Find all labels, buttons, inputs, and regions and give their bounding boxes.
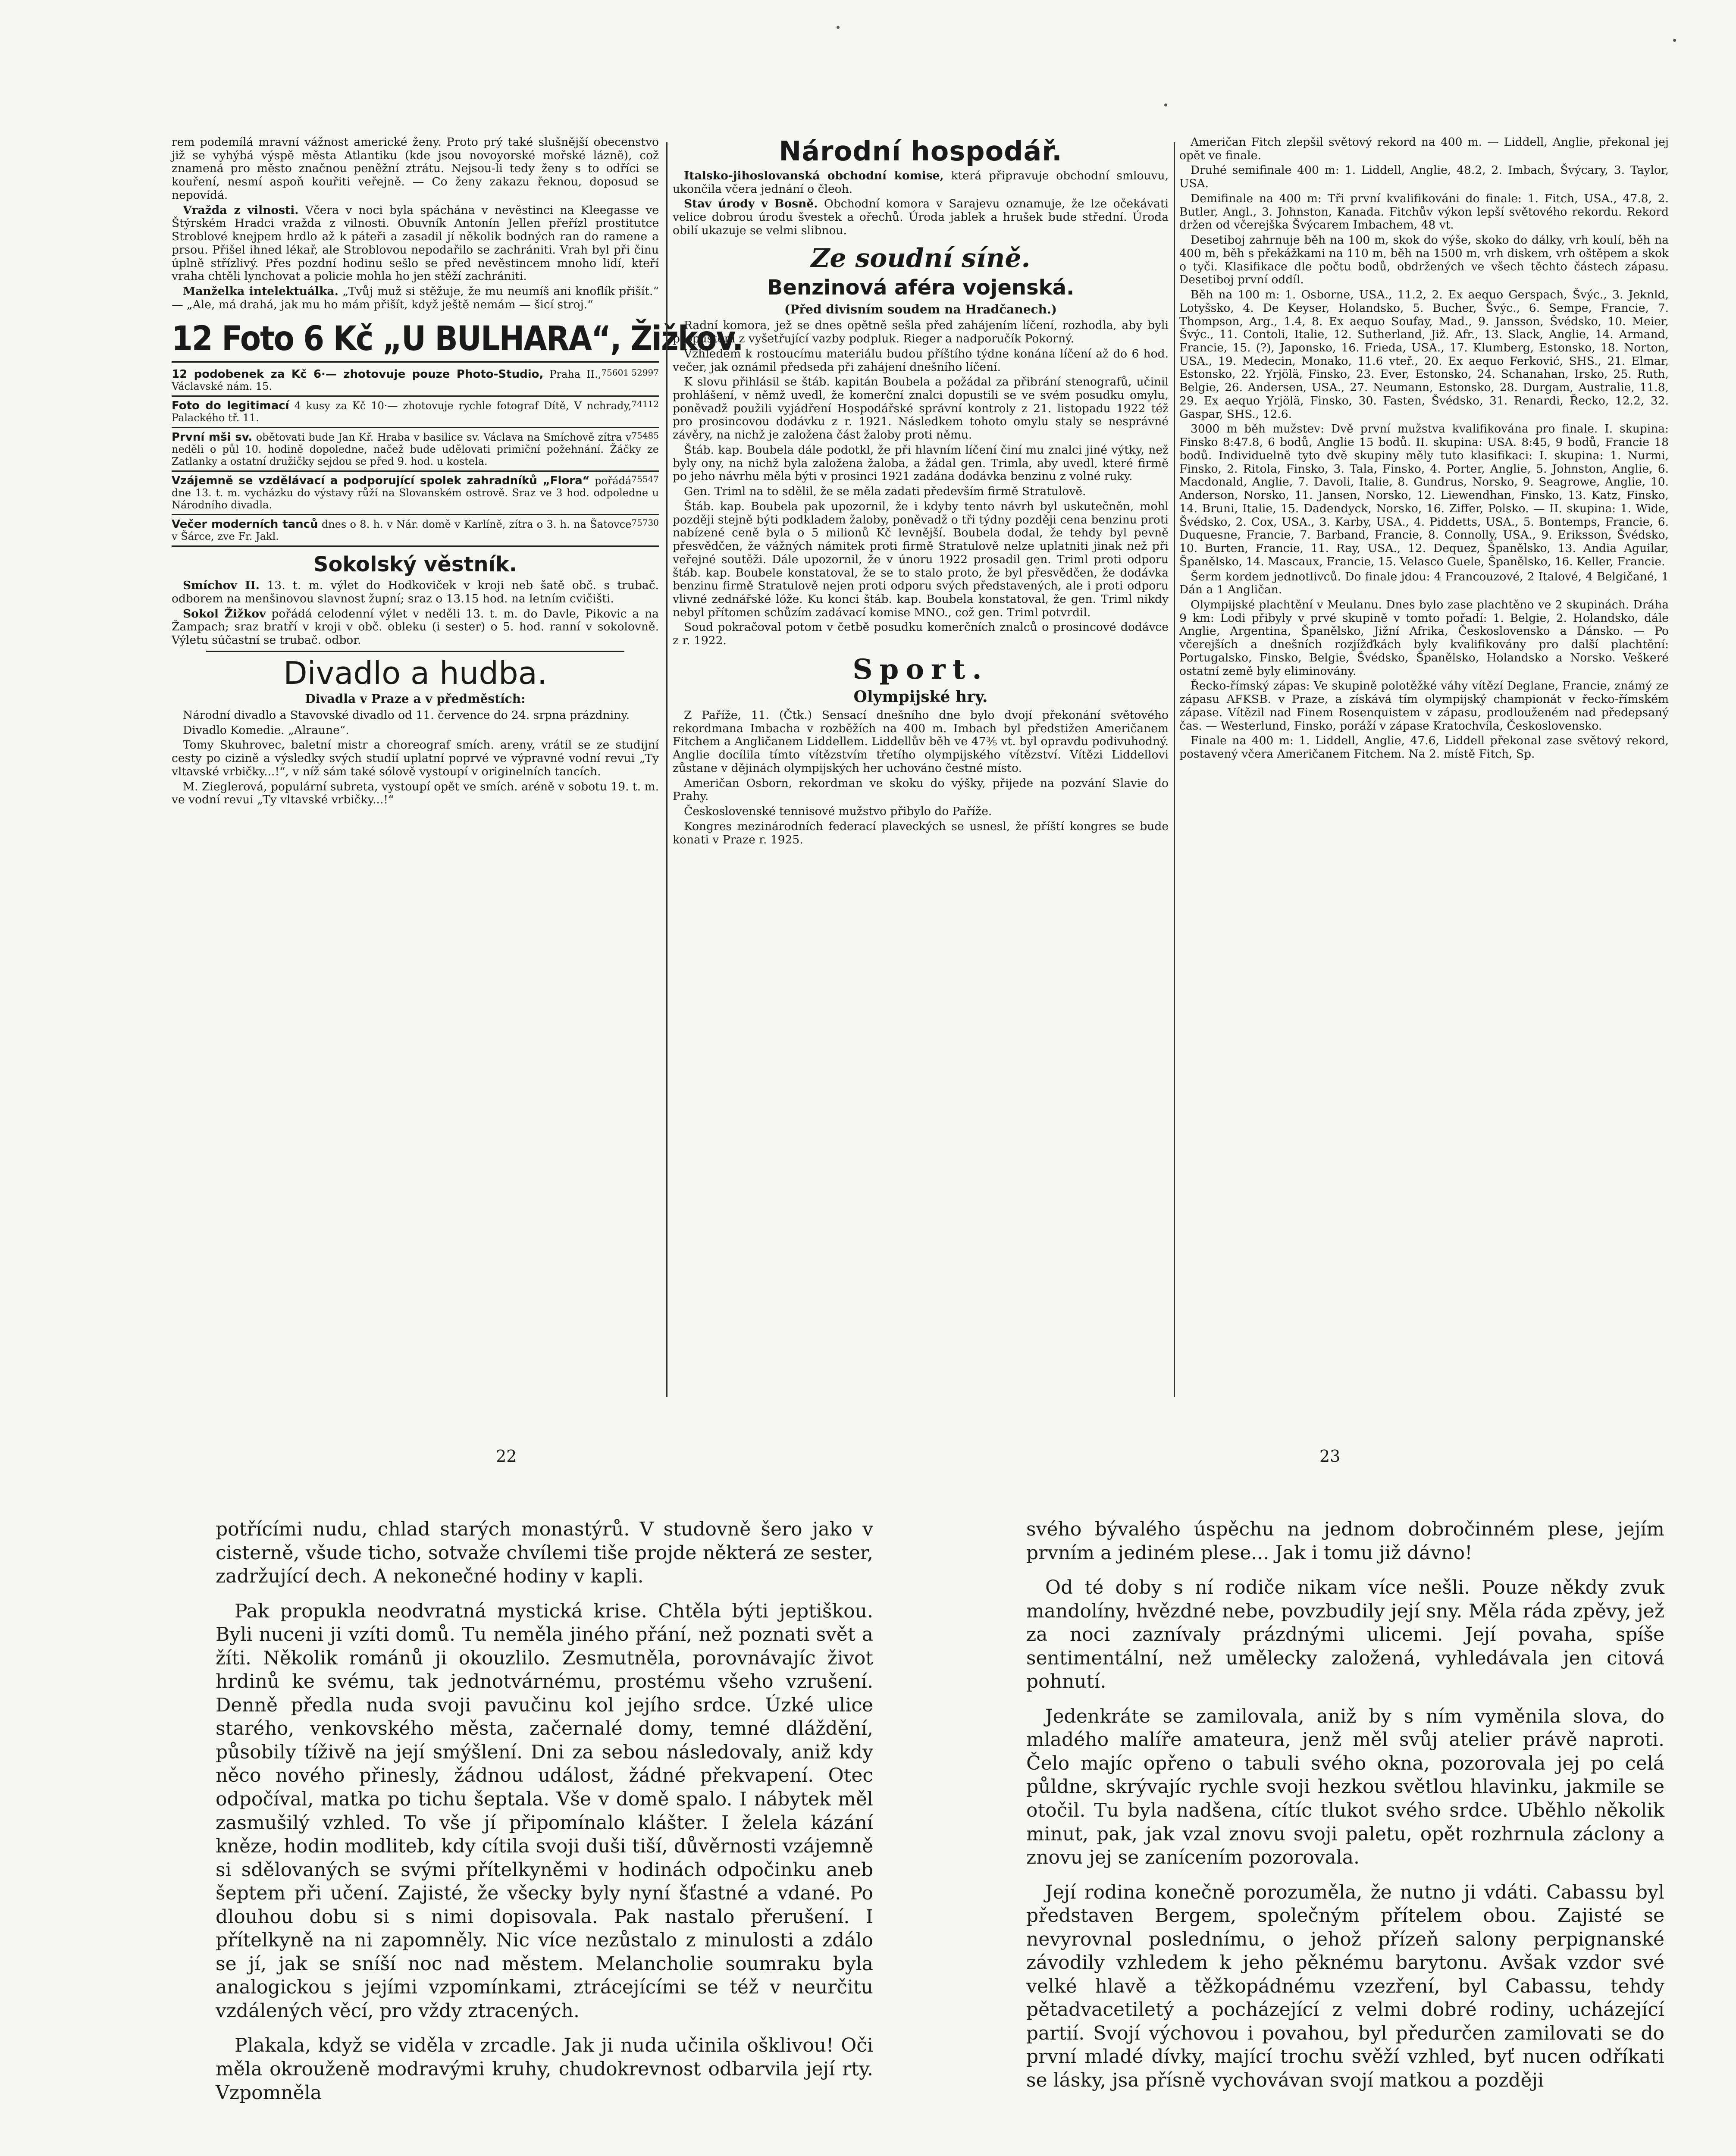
court-paragraph: K slovu přihlásil se štáb. kapitán Boubela a požádal za přibrání stenografů, učinil prohlášení, v němž uvedl, že komerční znalci dopustili se ve svém posudku omylu, poněvadž použili vyjádření Hospodářské správní kontroly z 21. listopadu 1922 též pro prosincovou dodávku z r. 1921. Následkem tohoto omylu staly se nesprávné závěry, na nichž je založena část žaloby proti němu.	[673, 375, 1169, 442]
right-newspaper-column	[1179, 136, 1669, 1412]
book-paragraph: Plakala, když se viděla v zrcadle. Jak ji nuda učinila ošklivou! Oči měla okrouženě modravými kruhy, chudokrevnost odbarvila její rty. Vzpomněla	[216, 2034, 873, 2104]
classified-ad: 75601 52997 12 podobenek za Kč 6·— zhotovuje pouze Photo-Studio, Praha II., Václavské nám. 15.	[172, 365, 659, 397]
court-subheading: Benzinová aféra vojenská.	[767, 276, 1075, 300]
sokol-heading: Sokolský věstník.	[313, 552, 517, 577]
results-paragraph: Řecko-římský zápas: Ve skupině polotěžké váhy vítězí Deglane, Francie, známý ze zápasu AFKSB. v Praze, a získává tím olympijský championát v řecko-římském zápase. Vítězil nad Finem Rosenquistem v zápasu, prodlouženém nad předepsaný čas. — Westerlund, Finsko, poráží v zápase Kratochvíla, Československo.	[1179, 679, 1669, 733]
court-paragraph: Štáb. kap. Boubela pak upozornil, že i kdyby tento návrh byl uskutečněn, mohl později stejně býti podkladem žaloby, poněvadž o tři týdny později cena benzinu proti nabízené ceně byla o 5 milionů Kč levnější. Boubela dodal, že tehdy byl pevně přesvědčen, že vážných námitek proti firmě Stratulově nelze uplatniti jinak než při veřejné soutěži. Dále upozornil, že v únoru 1922 prosadil gen. Triml proti odporu štáb. kap. Boubele konstatoval, že se to stalo proto, že byl přesvědčen, že dodávka benzinu firmě Stratulově nejen proti odporu svých představených, ale i proti odporu vlivné zednářské lóže. Ku konci štáb. kap. Boubela konstatoval, že gen. Triml nikdy nebyl přítomen schůzím zadávací komise MNO., což gen. Triml potvrdil.	[673, 499, 1169, 619]
book-paragraph: potřícími nudu, chlad starých monastýrů. V studovně šero jako v cisterně, všude ticho, sotvaže chvílemi tiše projde některá ze sester, zadržující dech. A nekonečné hodiny v kapli.	[216, 1518, 873, 1588]
left-newspaper-column	[172, 135, 743, 1412]
column-divider	[666, 142, 667, 1397]
murder-article	[172, 204, 659, 283]
results-paragraph: Demifinale na 400 m: Tři první kvalifikováni do finale: 1. Fitch, USA., 47.8, 2. Butler, Angl., 3. Johnston, Kanada. Fitchův výkon lepší světového rekordu. Rekord držen od včerejška Švýcarem Imbachem, 48 vt.	[1179, 191, 1669, 232]
theatre-item: M. Zieglerová, populární subreta, vystoupí opět ve smích. aréně v sobotu 19. t. m. ve vodní revui „Ty vltavské vrbičky...!“	[172, 780, 659, 807]
results-paragraph: Finale na 400 m: 1. Liddell, Anglie, 47.6, Liddell překonal zase světový rekord, postavený včera Američanem Fitchem. Na 2. místě Fitch, Sp.	[1179, 734, 1669, 761]
economy-item: Stav úrody v Bosně. Obchodní komora v Sarajevu oznamuje, že lze očekávati velice dobrou úrodu švestek a ořechů. Úroda jablek a hrušek bude střední. Úroda obilí ukazuje se velmi slibnou.	[673, 197, 1169, 237]
results-paragraph: Šerm kordem jednotlivců. Do finale jdou: 4 Francouzové, 2 Italové, 4 Belgičané, 1 Dán a 1 Angličan.	[1179, 570, 1669, 597]
sport-paragraph: Američan Osborn, rekordman ve skoku do výšky, přijede na pozvání Slavie do Prahy.	[673, 776, 1169, 803]
classified-ad: 75730 Večer moderních tanců dnes o 8. h. v Nár. domě v Karlíně, zítra o 3. h. na Šatovce v Šárce, zve Fr. Jakl.	[172, 515, 659, 547]
divider	[206, 651, 624, 652]
wife-body: „Tvůj muž si stěžuje, že mu neumíš ani knoflík přišít.“ — „Ale, má drahá, jak mu ho mám přišít, když ještě nemám — šicí stroj.“	[172, 285, 659, 311]
scan-speck	[1673, 39, 1676, 42]
theatre-subheading: Divadla v Praze a v předměstích:	[305, 692, 526, 706]
page-number-left: 22	[496, 1447, 517, 1466]
court-paragraph: Gen. Triml na to sdělil, že se měla zadati především firmě Stratulově.	[684, 485, 1086, 498]
book-paragraph: Od té doby s ní rodiče nikam více nešli. Pouze někdy zvuk mandolíny, hvězdné nebe, povzbudily její sny. Měla ráda zpěvy, jež za noci zaznívaly prázdnými ulicemi. Její povaha, spíše sentimentální, než umělecky založená, vyhledávala jen citová pohnutí.	[1026, 1576, 1664, 1693]
sokol-item: Smíchov II. 13. t. m. výlet do Hodkoviček v kroji neb šatě obč. s trubač. odborem na menšinovou slavnost župní; sraz o 13.15 hod. na letním cvičišti.	[172, 579, 659, 605]
economy-item: Italsko-jihoslovanská obchodní komise, která připravuje obchodní smlouvu, ukončila včera jednání o čleoh.	[673, 169, 1169, 196]
scan-speck	[837, 26, 840, 29]
book-paragraph: Jedenkráte se zamilovala, aniž by s ním vyměnila slova, do mladého malíře amateura, jenž měl svůj atelier právě naproti. Čelo majíc opřeno o tabuli svého okna, pozorovala jej po celá půldne, skrývajíc rychle svoji hezkou světlou hlavinku, jakmile se otočil. Tu byla nadšena, cítíc tlukot svého srdce. Uběhlo několik minut, pak, jak vzal znovu svoji paletu, opět rozhrnula záclony a znovu jej se zanícením pozorovala.	[1026, 1705, 1664, 1869]
court-paragraph: Vzhledem k rostoucímu materiálu budou příštího týdne konána líčení až do 6 hod. večer, jak oznámil předseda při zahájení dnešního líčení.	[673, 347, 1169, 374]
classified-ad: 75485 První mši sv. obětovati bude Jan Kř. Hraba v basilice sv. Václava na Smíchově zítra v neděli o půl 10. hodině dopoledne, načež bude udělovati primiční požehnání. Žáčky ze Zatlanky a ostatní družičky sejdou se před 9. hod. u kostela.	[172, 428, 659, 472]
theatre-item: Divadlo Komedie. „Alraune“.	[183, 723, 349, 737]
photo-studio-ad-headline: 12 Foto 6 Kč „U BULHARA“, Žižkov.	[172, 320, 659, 363]
column-divider	[1174, 142, 1175, 1397]
sokol-item: Sokol Žižkov pořádá celodenní výlet v neděli 13. t. m. do Davle, Pikovic a na Žampach; sraz bratří v kroji v obč. obleku (i sester) o 5. hod. ranní v sokolovně. Výletu súčastní se trubač. odbor.	[172, 607, 659, 647]
court-paragraph: Radní komora, jež se dnes opětně sešla před zahájením líčení, rozhodla, aby byli propuštěni z vyšetřující vazby podpluk. Rieger a nadporučík Pokorný.	[673, 319, 1169, 346]
results-paragraph: Běh na 100 m: 1. Osborne, USA., 11.2, 2. Ex aequo Gerspach, Švýc., 3. Jeknld, Lotyšsko, 4. De Keyser, Holandsko, 5. Bucher, Švýc., 6. Sempe, Francie, 7. Thompson, Arg., 1.4, 8. Ex aequo Soufay, Mad., 9. Jansson, Švédsko, 10. Meier, Švýc., 11. Contoli, Italie, 12. Sutherland, Již. Afr., 13. Slack, Anglie, 14. Armand, Francie, 15. (?), Japonsko, 16. Frieda, USA., 17. Klumberg, Estonsko, 18. Norton, USA., 19. Medecin, Monako, 11.6 vteř., 20. Ex aequo Ferković, SHS., 21. Elmar, Estonsko, 22. Yrjölä, Finsko, 23. Ever, Estonsko, 24. Schanahan, Irsko, 25. Ruth, Belgie, 26. Andersen, USA., 27. Neumann, Estonsko, 28. Durgam, Australie, 11.8, 29. Ex aequo Yrjölä, Finsko, 30. Fasten, Švédsko, 31. Renardi, Řecko, 12.2, 32. Gaspar, SHS., 12.6.	[1179, 288, 1669, 421]
sport-subheading: Olympijské hry.	[853, 688, 988, 706]
book-paragraph: svého bývalého úspěchu na jednom dobročinném plese, jejím prvním a jediném plese... Jak i tomu již dávno!	[1026, 1518, 1664, 1564]
court-paragraph: Soud pokračoval potom v četbě posudku komerčních znalců o prosincové dodávce z r. 1922.	[673, 620, 1169, 648]
scan-speck	[1164, 103, 1167, 107]
book-paragraph: Pak propukla neodvratná mystická krise. Chtěla býti jeptiškou. Byli nuceni ji vzíti domů. Tu neměla jiného přání, než poznati svět a žíti. Několik románů ji okouzlilo. Zesmutněla, porovnávajíc život hrdinů ke svému, tak jednotvárnému, prostému všeho vzrušení. Denně předla nuda svoji pavučinu kol jejího srdce. Úzké ulice starého, venkovského města, začernalé domy, temné dláždění, působily tíživě na její smýšlení. Dni za sebou následovaly, aniž kdy něco nového přinesly, žádnou událost, žádné překvapení. Otec odpočíval, matka po tichu šeptala. Vše v domě spalo. I nábytek měl zasmušilý vzhled. To vše jí připomínalo klášter. I želela kázání kněze, hodin modliteb, kdy cítila svoji duši tiší, důvěrnosti vzájemně si sdělovaných se svými přítelkyněmi v hodinách odpočinku aneb šeptem při učení. Zajisté, že všecky byly nyní šťastné a vdané. Po dlouhou dobu si s nimi dopisovala. Pak nastalo přerušení. I přítelkyně na ni zapomněly. Nic více nezůstalo z minulosti a zdálo se jí, jak se sníší noc nad městem. Melancholie soumraku byla analogickou s jejími vzpomínkami, ztrácejícími se též v neurčitu vzdálených věcí, pro vždy ztracených.	[216, 1600, 873, 2022]
results-paragraph: Druhé semifinale 400 m: 1. Liddell, Anglie, 48.2, 2. Imbach, Švýcary, 3. Taylor, USA.	[1179, 163, 1669, 191]
intro-paragraph: rem podemílá mravní vážnost americké ženy. Proto prý také slušnější obecenstvo již se vyhýbá výspě města Atlantiku (kde jsou novoyorské mořské lázně), což znamená pro město značnou peněžní ztrátu. Nejsou-li tedy ženy s to odříci se kouření, nesmí aspoň kouřiti veřejně. — Co ženy zakazu řeknou, doposud se nepovídá.	[172, 135, 659, 202]
book-page-left	[216, 1518, 873, 2156]
theatre-heading: Divadlo a hudba.	[283, 655, 547, 691]
book-page-right	[1026, 1518, 1664, 2156]
wife-title: Manželka intelektuálka.	[183, 285, 338, 298]
murder-title: Vražda z vilnosti.	[183, 203, 299, 217]
theatre-item: Tomy Skuhrovec, baletní mistr a choreograf smích. areny, vrátil se ze studijní cesty po cizině a výsledky svých studií uplatní poprvé ve výpravné vodní revui „Ty vltavské vrbičky...!“, v níž sám také sólově vystoupí v originelních tancích.	[172, 738, 659, 778]
wife-article	[172, 285, 659, 311]
sport-heading: Sport.	[852, 653, 989, 686]
classified-ad: 74112 Foto do legitimací 4 kusy za Kč 10·— zhotovuje rychle fotograf Dítě, V nchrady, Palackého tř. 11.	[172, 397, 659, 428]
court-note: (Před divisním soudem na Hradčanech.)	[784, 302, 1057, 317]
book-paragraph: Její rodina konečně porozuměla, že nutno ji vdáti. Cabassu byl představen Bergem, společným přítelem obou. Zajisté se nevyrovnal poslednímu, o jehož přízeň salony perpignanské závodily vzhledem k jeho pěknému barytonu. Avšak vzdor své velké hlavě a těžkopádnému vzezření, byl Cabassu, tehdy pětadvacetiletý a pocházející z velmi dobré rodiny, ucházející partií. Svojí výchovou i povahou, byl předurčen zamilovati se do první mladé dívky, mající trochu svěží vzhled, byť nucen odříkati se lásky, jsa přísně vychovávan svojí matkou a později	[1026, 1881, 1664, 2092]
classified-ad: 75547 Vzájemně se vzdělávací a podporující spolek zahradníků „Flora“ pořádá dne 13. t. m. vycházku do výstavy růží na Slovanském ostrově. Sraz ve 3 hod. odpoledne u Národního divadla.	[172, 472, 659, 515]
sport-paragraph: Z Paříže, 11. (Čtk.) Sensací dnešního dne bylo dvojí překonání světového rekordmana Imbacha v rozběžích na 400 m. Imbach byl předstižen Američanem Fitchem a Angličanem Liddellem. Liddellův běh ve 47⅗ vt. byl opravdu podivuhodný. Anglie docílila tímto vítězstvím třetího olympijského vítězství. Vítězi Liddellovi zůstane v dějinách olympijských her uchováno čestné místo.	[673, 708, 1169, 775]
sport-paragraph: Kongres mezinárodních federací plaveckých se usnesl, že příští kongres se bude konati v Praze r. 1925.	[673, 819, 1169, 846]
results-paragraph: 3000 m běh mužstev: Dvě první mužstva kvalifikována pro finale. I. skupina: Finsko 8:47.8, 6 bodů, Anglie 15 bodů. II. skupina: USA. 8:45, 9 bodů, Francie 18 bodů. Individuelně tyto dvě skupiny měly tuto klasifikaci: I. skupina: 1. Nurmi, Finsko, 2. Ritola, Finsko, 3. Tala, Finsko, 4. Porter, Anglie, 5. Johnston, Anglie, 6. Macdonald, Anglie, 7. Davoli, Italie, 8. Gundrus, Norsko, 9. Seagrowe, Anglie, 10. Anderson, Norsko, 11. Jansen, Norsko, 12. Liewendhan, Finsko, 13. Katz, Finsko, 14. Bruni, Italie, 15. Dadendyck, Norsko, 16. Ziffer, Polsko. — II. skupina: 1. Wide, Švédsko, 2. Cox, USA., 3. Karby, USA., 4. Piddetts, USA., 5. Bontemps, Francie, 6. Duquesne, Francie, 7. Barband, Francie, 8. Connolly, USA., 9. Eriksson, Švédsko, 10. Burten, Francie, 11. Ray, USA., 12. Dequez, Španělsko, 13. Andia Aguilar, Španělsko, 14. Mascaux, Francie, 15. Velasco Guele, Španělsko, 16. Keller, Francie.	[1179, 422, 1669, 568]
theatre-item: Národní divadlo a Stavovské divadlo od 11. července do 24. srpna prázdniny.	[183, 708, 630, 722]
page-number-right: 23	[1319, 1447, 1341, 1466]
economy-heading: Národní hospodář.	[779, 135, 1062, 167]
results-paragraph: Američan Fitch zlepšil světový rekord na 400 m. — Liddell, Anglie, překonal jej opět ve finale.	[1179, 135, 1669, 162]
sport-paragraph: Československé tennisové mužstvo přibylo do Paříže.	[684, 805, 992, 818]
murder-body: Včera v noci byla spáchána v nevěstinci na Kleegasse ve Štýrském Hradci vražda z vilnosti. Obuvník Antonín Jellen přeřízl prostitutce Stroblové knejpem hrdlo až k páteři a zasadil jí několik bodných ran do ramene a prsou. Přišel ihned lékař, ale Stroblovou nepodařilo se zachrániti. Vrah byl při činu úplně střízlivý. Přes pozdní hodinu sešlo se před nevěstincem mnoho lidí, kteří vraha chtěli lynchovat a policie mohla ho jen stěží zachrániti.	[172, 203, 659, 283]
court-paragraph: Štáb. kap. Boubela dále podotkl, že při hlavním líčení činí mu znalci jiné výtky, než byly ony, na nichž byla založena žaloba, a žádal gen. Trimla, aby uvedl, které firmě po jeho návrhu měla býti v prosinci 1921 zadána dodávka benzinu z volné ruky.	[673, 443, 1169, 483]
middle-newspaper-column	[673, 136, 1169, 1412]
results-paragraph: Desetiboj zahrnuje běh na 100 m, skok do výše, skoko do dálky, vrh koulí, běh na 400 m, běh s překážkami na 110 m, běh na 1500 m, vrh diskem, vrh oštěpem a skok o tyči. Klasifikace dle počtu bodů, obdržených ve všech těchto částech zápasu. Desetiboj první oddíl.	[1179, 233, 1669, 287]
court-heading: Ze soudní síně.	[811, 243, 1031, 273]
results-paragraph: Olympijské plachtění v Meulanu. Dnes bylo zase plachtěno ve 2 skupinách. Dráha 9 km: Lodi přibyly v prvé skupině v tomto pořadí: 1. Belgie, 2. Holandsko, dále Anglie, Argentina, Španělsko, Jižní Afrika, Československo a Dánsko. — Po včerejších a dnešních rozjížďkách byly kvalifikovány pro další plachtění: Portugalsko, Finsko, Belgie, Švédsko, Španělsko, Holandsko a Norsko. Veškeré ostatní země byly eliminovány.	[1179, 598, 1669, 678]
